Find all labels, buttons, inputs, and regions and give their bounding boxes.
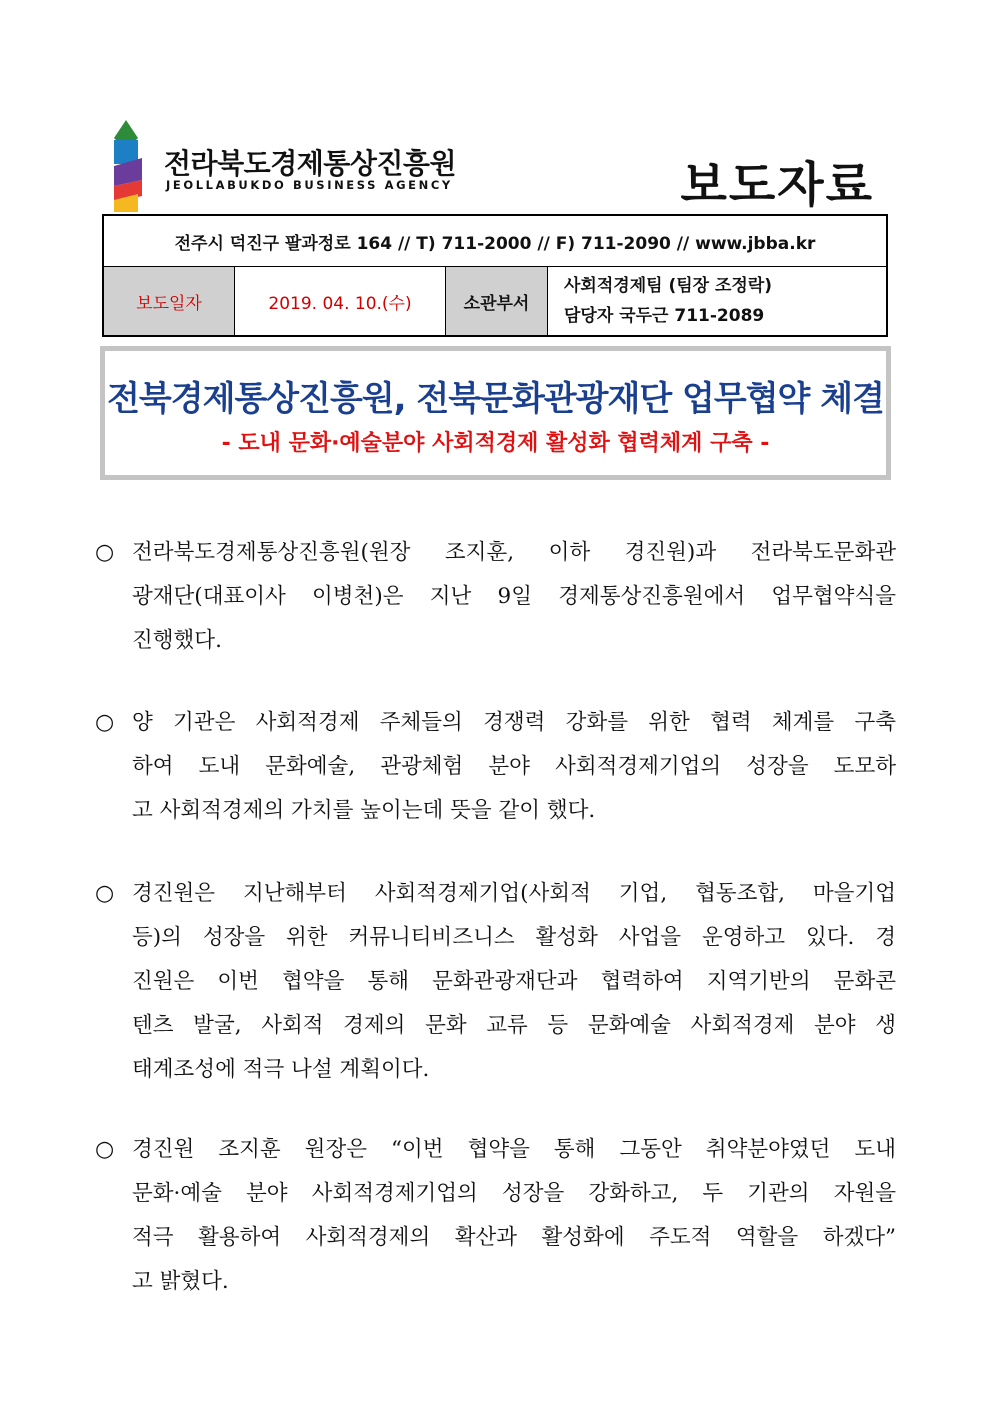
logo-korean-name: 전라북도경제통상진흥원 [164,147,457,180]
headline-box [100,346,891,480]
bullet-circle: ○ [95,710,115,735]
logo-english-name: JEOLLABUKDO BUSINESS AGENCY [166,178,453,192]
paragraph-line: 텐츠 발굴, 사회적 경제의 문화 교류 등 문화예술 사회적경제 분야 생 [132,1013,896,1038]
headline-subtitle: - 도내 문화·예술분야 사회적경제 활성화 협력체계 구축 - [221,431,770,456]
bullet-circle: ○ [95,540,115,565]
headline-title: 전북경제통상진흥원, 전북문화관광재단 업무협약 체결 [107,379,884,419]
body-paragraph [95,701,896,833]
body-paragraph [95,531,896,663]
paragraph-line: 전라북도경제통상진흥원(원장 조지훈, 이하 경진원)과 전라북도문화관 [132,540,896,565]
department-value [548,267,886,335]
paragraph-line: 고 사회적경제의 가치를 높이는데 뜻을 같이 했다. [132,798,596,823]
date-value: 2019. 04. 10.(수) [235,267,446,335]
date-label: 보도일자 [104,267,235,335]
paragraph-line: 등)의 성장을 위한 커뮤니티비즈니스 활성화 사업을 운영하고 있다. 경 [132,925,896,950]
body-paragraph [95,872,896,1092]
paragraph-line: 고 밝혔다. [132,1269,229,1294]
press-info-table [102,214,888,337]
paragraph-line: 경진원은 지난해부터 사회적경제기업(사회적 기업, 협동조합, 마을기업 [132,881,896,906]
document-type-title: 보도자료 [680,157,874,213]
paragraph-line: 진원은 이번 협약을 통해 문화관광재단과 협력하여 지역기반의 문화콘 [132,969,896,994]
paragraph-line: 적극 활용하여 사회적경제의 확산과 활성화에 주도적 역할을 하겠다” [132,1225,896,1250]
contact-line: 전주시 덕진구 팔과정로 164 // T) 711-2000 // F) 711-2090 // www.jbba.kr [104,216,886,267]
department-team: 사회적경제팀 (팀장 조정락) [564,276,773,296]
paragraph-line: 경진원 조지훈 원장은 “이번 협약을 통해 그동안 취약분야였던 도내 [132,1137,896,1162]
bullet-circle: ○ [95,881,115,906]
agency-logo [108,120,457,215]
info-row [104,267,886,335]
department-label: 소관부서 [446,267,548,335]
paragraph-line: 문화·예술 분야 사회적경제기업의 성장을 강화하고, 두 기관의 자원을 [132,1181,896,1206]
paragraph-line: 태계조성에 적극 나설 계획이다. [132,1057,430,1082]
bullet-circle: ○ [95,1137,115,1162]
paragraph-line: 하여 도내 문화예술, 관광체험 분야 사회적경제기업의 성장을 도모하 [132,754,896,779]
department-contact: 담당자 국두근 711-2089 [564,306,765,326]
paragraph-line: 진행했다. [132,628,222,653]
body-paragraph [95,1128,896,1304]
logo-mark-icon [108,120,160,215]
paragraph-line: 양 기관은 사회적경제 주체들의 경쟁력 강화를 위한 협력 체계를 구축 [132,710,896,735]
paragraph-line: 광재단(대표이사 이병천)은 지난 9일 경제통상진흥원에서 업무협약식을 [132,584,896,609]
